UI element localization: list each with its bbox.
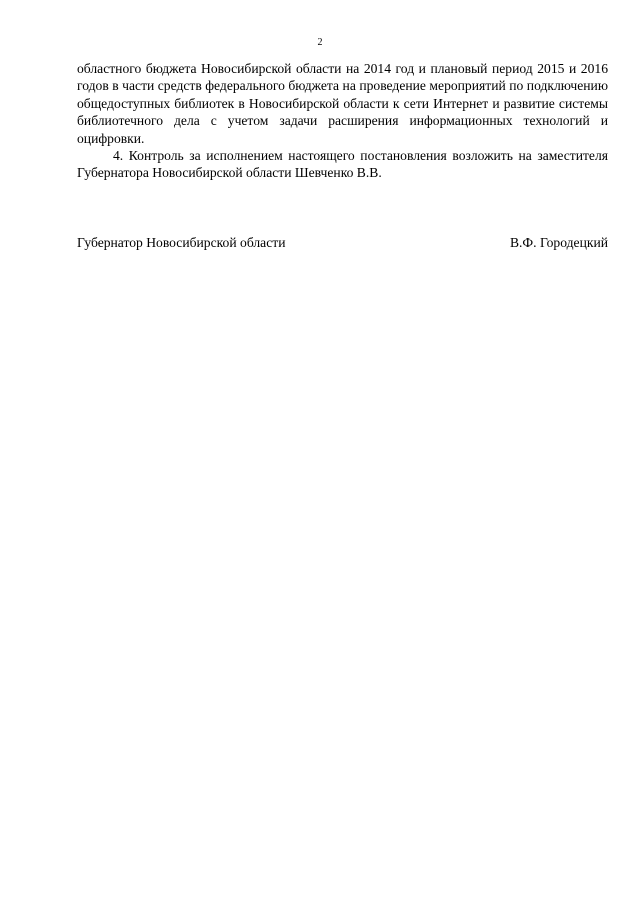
paragraph-continuation: областного бюджета Новосибирской области на 2014 год и плановый период 2015 и 2016 годов в части средств федерального бюджета на проведение мероприятий по подключению общедоступных библиотек в Новосибирской области к сети Интернет и развитие системы библиотечного дела с учетом задачи расширения информационных технологий и оцифровки. — [77, 61, 608, 146]
paragraph-item-4: 4. Контроль за исполнением настоящего постановления возложить на заместителя Губернатора Новосибирской области Шевченко В.В. — [77, 148, 608, 181]
document-body — [77, 60, 608, 182]
signature-block — [77, 234, 608, 251]
signatory-name: В.Ф. Городецкий — [509, 235, 608, 250]
page-number: 2 — [317, 37, 323, 48]
signatory-position: Губернатор Новосибирской области — [77, 235, 286, 250]
